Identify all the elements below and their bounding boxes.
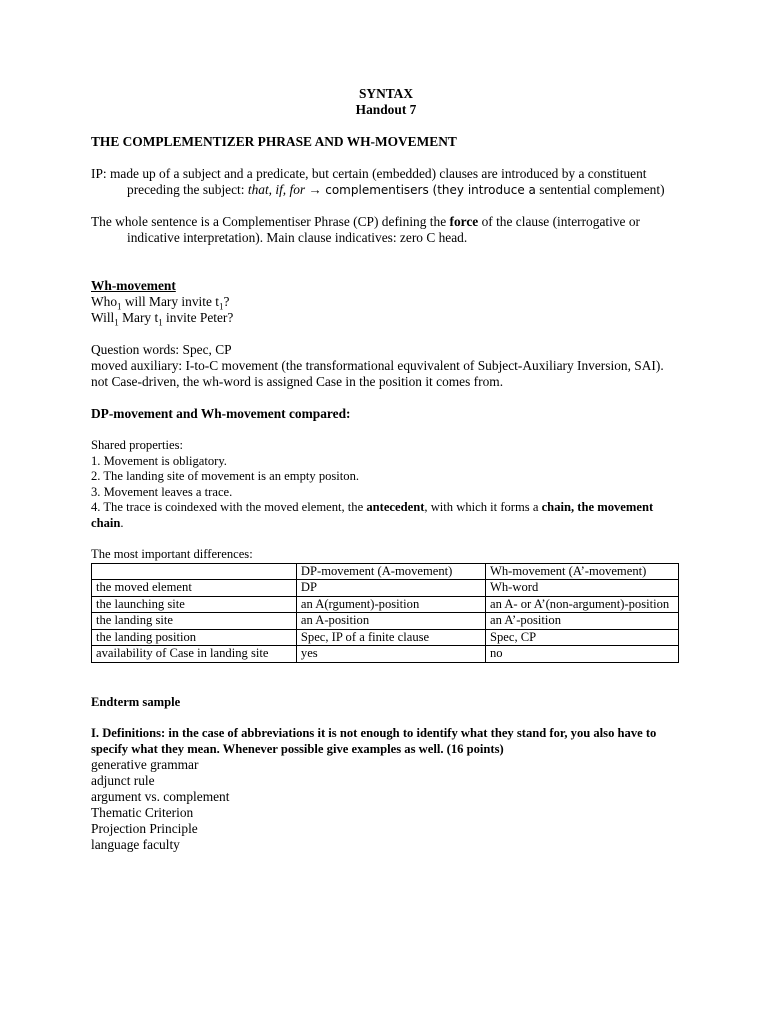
section-title: THE COMPLEMENTIZER PHRASE AND WH-MOVEMENT xyxy=(91,134,457,149)
table-cell: the landing site xyxy=(92,613,297,630)
handout-page xyxy=(91,86,681,853)
table-cell: an A-position xyxy=(296,613,485,630)
table-cell: no xyxy=(485,646,678,663)
shared-property-item: 3. Movement leaves a trace. xyxy=(91,484,233,499)
wh-movement-heading: Wh-movement xyxy=(91,278,176,293)
comparison-heading: DP-movement and Wh-movement compared: xyxy=(91,406,351,421)
differences-label: The most important differences: xyxy=(91,547,253,561)
table-cell: the landing position xyxy=(92,629,297,646)
example-who: Who$_1$ will Mary invite $t_1$? xyxy=(91,294,230,312)
table-cell: yes xyxy=(296,646,485,663)
table-header-cell xyxy=(92,563,297,580)
table-row xyxy=(92,596,679,613)
definition-term: language faculty xyxy=(91,837,180,852)
endterm-heading: Endterm sample xyxy=(91,694,181,709)
cp-paragraph: The whole sentence is a Complementiser Phrase (CP) defining the force of the clause (interrogative or indicative interpretation). Main clause indicatives: zero C head. xyxy=(91,214,640,245)
ip-paragraph: IP: made up of a subject and a predicate, but certain (embedded) clauses are introduced by a constituent preceding the subject: that, if, for → complementisers (they introduce a sentential complement) xyxy=(91,166,665,197)
definition-term: Thematic Criterion xyxy=(91,805,194,820)
shared-property-item: 1. Movement is obligatory. xyxy=(91,453,227,468)
table-row xyxy=(92,580,679,597)
table-cell: DP xyxy=(296,580,485,597)
table-header-row xyxy=(92,563,679,580)
moved-auxiliary-line: moved auxiliary: I-to-C movement (the transformational equvivalent of Subject-Auxiliary Inversion, SAI). not Case-driven, the wh-word is assigned Case in the position it comes from. xyxy=(91,358,664,389)
example-will: Will$_1$ Mary $t_1$ invite Peter? xyxy=(91,310,234,328)
question-words-line: Question words: Spec, CP xyxy=(91,342,232,357)
arrow-symbol: → xyxy=(305,182,326,197)
table-cell: the launching site xyxy=(92,596,297,613)
table-row xyxy=(92,646,679,663)
shared-property-item: 2. The landing site of movement is an empty positon. xyxy=(91,469,360,483)
shared-properties-label: Shared properties: xyxy=(91,438,183,452)
definitions-instruction: I. Definitions: in the case of abbreviations it is not enough to identify what they stand for, you also have to specify what they mean. Whenever possible give examples as well. (16 points) xyxy=(91,726,657,756)
definition-term: argument vs. complement xyxy=(91,789,230,804)
definition-term: Projection Principle xyxy=(91,821,198,836)
differences-table xyxy=(91,563,679,663)
table-header-cell: Wh-movement (A’-movement) xyxy=(485,563,678,580)
table-cell: an A’-position xyxy=(485,613,678,630)
table-header-cell: DP-movement (A-movement) xyxy=(296,563,485,580)
table-cell: an A(rgument)-position xyxy=(296,596,485,613)
table-cell: Wh-word xyxy=(485,580,678,597)
complementiser-examples: that, if, for xyxy=(247,182,306,197)
table-cell: an A- or A’(non-argument)-position xyxy=(485,596,678,613)
table-cell: the moved element xyxy=(92,580,297,597)
table-row xyxy=(92,613,679,630)
definition-term: generative grammar xyxy=(91,757,199,772)
table-cell: Spec, CP xyxy=(485,629,678,646)
shared-property-item: 4. The trace is coindexed with the moved element, the antecedent, with which it forms a chain, the movement chain. xyxy=(91,500,654,530)
table-row xyxy=(92,629,679,646)
doc-title: SYNTAX xyxy=(358,86,414,101)
doc-subtitle: Handout 7 xyxy=(355,102,417,117)
table-cell: availability of Case in landing site xyxy=(92,646,297,663)
table-cell: Spec, IP of a finite clause xyxy=(296,629,485,646)
definition-term: adjunct rule xyxy=(91,773,155,788)
